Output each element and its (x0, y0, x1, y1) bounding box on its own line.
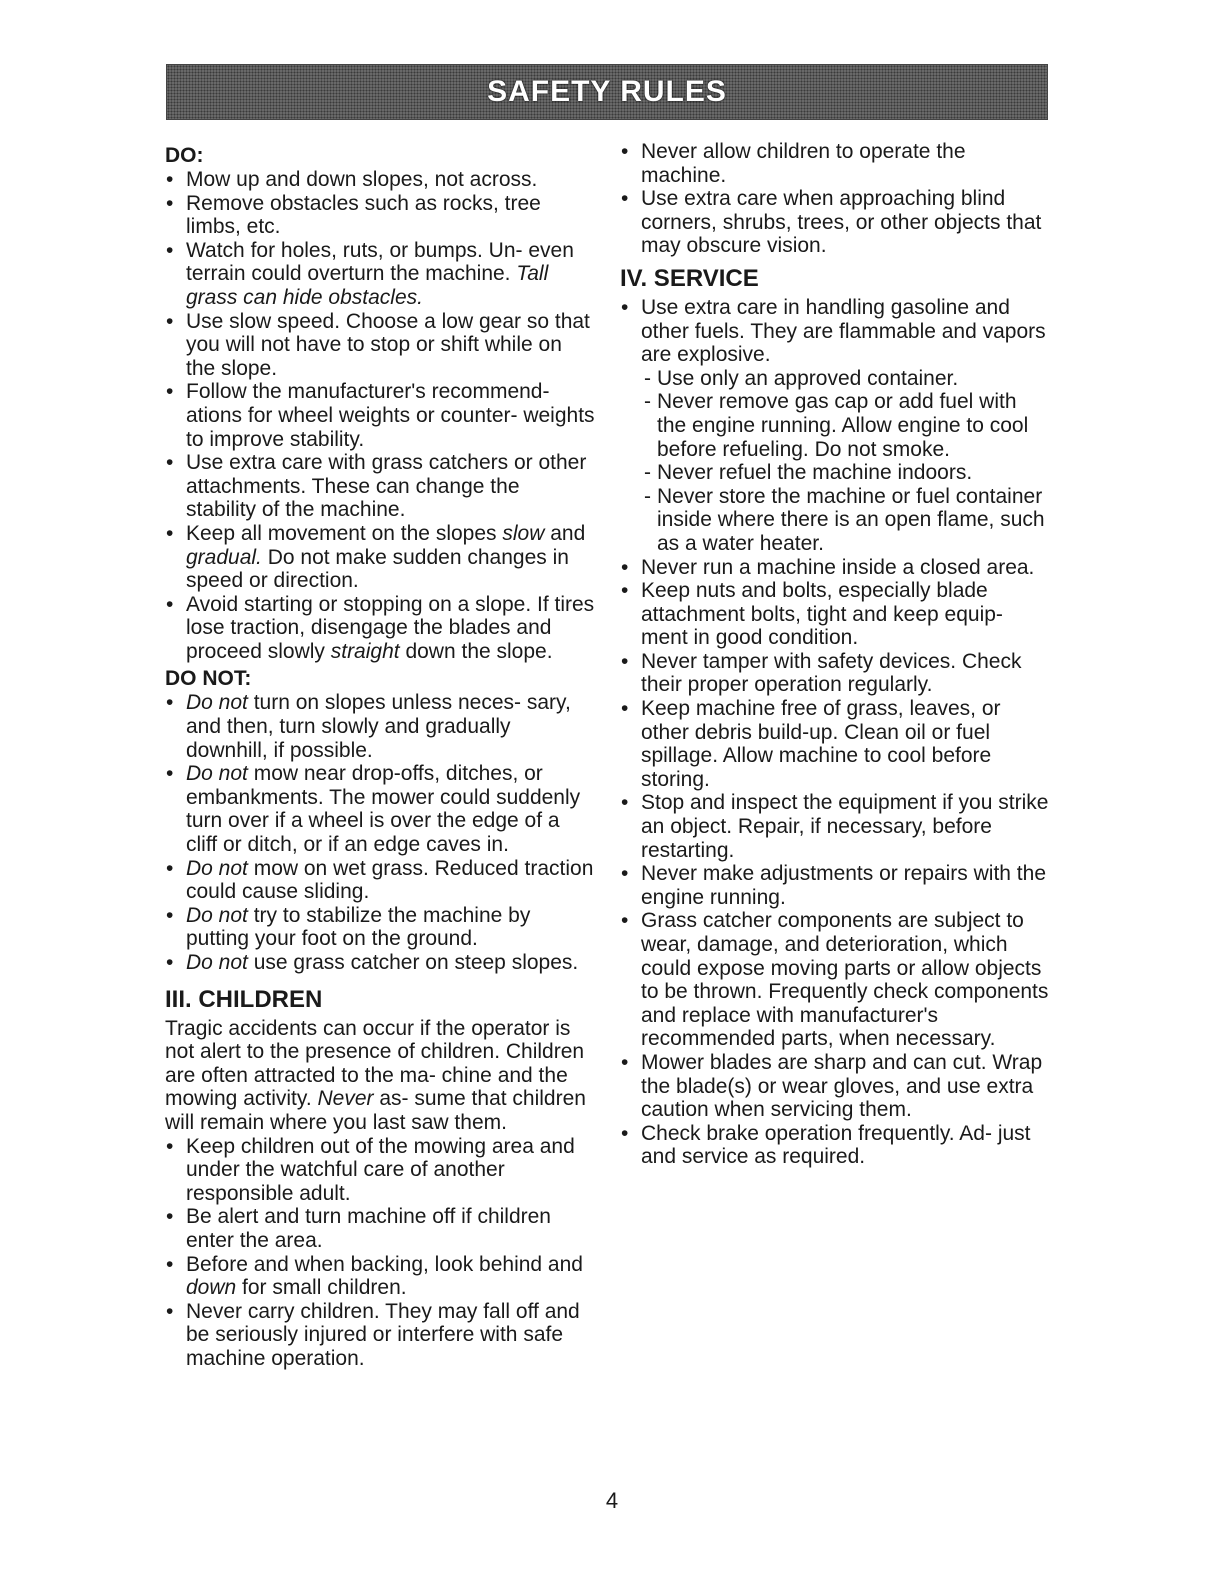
banner-title: SAFETY RULES (487, 75, 727, 108)
safety-rules-banner (166, 64, 1048, 120)
service-item: • Mower blades are sharp and can cut. Wrap the blade(s) or wear gloves, and use extra caution when servicing them. (620, 1051, 1050, 1122)
right-column (620, 140, 1050, 1169)
do-not-list (165, 691, 595, 974)
children-intro: Tragic accidents can occur if the operator is not alert to the presence of children. Children are often attracted to the ma- chine and the mowing activity. Never as- sume that children will remain where you last saw them. (165, 1016, 586, 1134)
service-heading: IV. SERVICE (620, 264, 759, 292)
do-not-heading: DO NOT: (165, 667, 252, 691)
do-item: • Follow the manufacturer's recommend- ations for wheel weights or counter- weights to improve stability. (165, 380, 595, 451)
do-not-item: • Do not turn on slopes unless neces- sary, and then, turn slowly and gradually downhill, if possible. (165, 691, 595, 762)
do-list (165, 168, 595, 663)
service-item: • Keep machine free of grass, leaves, or other debris build-up. Clean oil or fuel spillage. Allow machine to cool before storing. (620, 697, 1050, 791)
children-item: • Use extra care when approaching blind corners, shrubs, trees, or other objects that may obscure vision. (620, 187, 1050, 258)
service-list (620, 296, 1050, 1169)
service-item: • Stop and inspect the equipment if you strike an object. Repair, if necessary, before restarting. (620, 791, 1050, 862)
children-item: • Be alert and turn machine off if children enter the area. (165, 1205, 595, 1252)
children-item: • Never allow children to operate the machine. (620, 140, 1050, 187)
do-item: • Use slow speed. Choose a low gear so that you will not have to stop or shift while on the slope. (165, 310, 595, 381)
do-item: • Use extra care with grass catchers or other attachments. These can change the stability of the machine. (165, 451, 595, 522)
do-not-item: • Do not mow near drop-offs, ditches, or embankments. The mower could suddenly turn over if a wheel is over the edge of a cliff or ditch, or if an edge caves in. (165, 762, 595, 856)
children-item: • Keep children out of the mowing area and under the watchful care of another responsible adult. (165, 1135, 595, 1206)
service-item: • Keep nuts and bolts, especially blade attachment bolts, tight and keep equip- ment in good condition. (620, 579, 1050, 650)
children-heading: III. CHILDREN (165, 985, 323, 1013)
do-not-item: • Do not use grass catcher on steep slopes. (165, 951, 595, 975)
do-item: • Remove obstacles such as rocks, tree limbs, etc. (165, 192, 595, 239)
children-continued-list (620, 140, 1050, 258)
children-list (165, 1135, 595, 1371)
service-item: • Use extra care in handling gasoline and other fuels. They are flammable and vapors are explosive. - Use only an approved container. - Never remove gas cap or add fuel with the engine running. Allow engine to cool before refueling. Do not smoke. - Never refuel the machine indoors. - Never store the machine or fuel container inside where there is an open flame, such as a water heater. (620, 296, 1050, 556)
service-item: • Never tamper with safety devices. Check their proper operation regularly. (620, 650, 1050, 697)
do-item: • Mow up and down slopes, not across. (165, 168, 595, 192)
do-not-item: • Do not try to stabilize the machine by putting your foot on the ground. (165, 904, 595, 951)
service-item: • Check brake operation frequently. Ad- just and service as required. (620, 1122, 1050, 1169)
do-heading: DO: (165, 144, 204, 167)
do-item: • Watch for holes, ruts, or bumps. Un- even terrain could overturn the machine. Tall grass can hide obstacles. (165, 239, 595, 310)
do-item: • Avoid starting or stopping on a slope. If tires lose traction, disengage the blades and proceed slowly straight down the slope. (165, 593, 595, 664)
fuel-subitem: - Never remove gas cap or add fuel with the engine running. Allow engine to cool before refueling. Do not smoke. (642, 390, 1050, 461)
children-item: • Never carry children. They may fall off and be seriously injured or interfere with safe machine operation. (165, 1300, 595, 1371)
fuel-subitem: - Never store the machine or fuel container inside where there is an open flame, such as a water heater. (642, 485, 1050, 556)
children-item: • Before and when backing, look behind and down for small children. (165, 1253, 595, 1300)
fuel-subitem: - Never refuel the machine indoors. (642, 461, 1050, 485)
service-item: • Never run a machine inside a closed area. (620, 556, 1050, 580)
service-item: • Never make adjustments or repairs with the engine running. (620, 862, 1050, 909)
fuel-sublist (620, 367, 1050, 556)
service-item: • Grass catcher components are subject to wear, damage, and deterioration, which could expose moving parts or allow objects to be thrown. Frequently check components and replace with manufacturer's recommended parts, when necessary. (620, 909, 1050, 1051)
fuel-subitem: - Use only an approved container. (642, 367, 1050, 391)
left-column (165, 140, 595, 1371)
do-not-item: • Do not mow on wet grass. Reduced traction could cause sliding. (165, 857, 595, 904)
page-number: 4 (605, 1488, 619, 1513)
do-item: • Keep all movement on the slopes slow and gradual. Do not make sudden changes in speed or direction. (165, 522, 595, 593)
